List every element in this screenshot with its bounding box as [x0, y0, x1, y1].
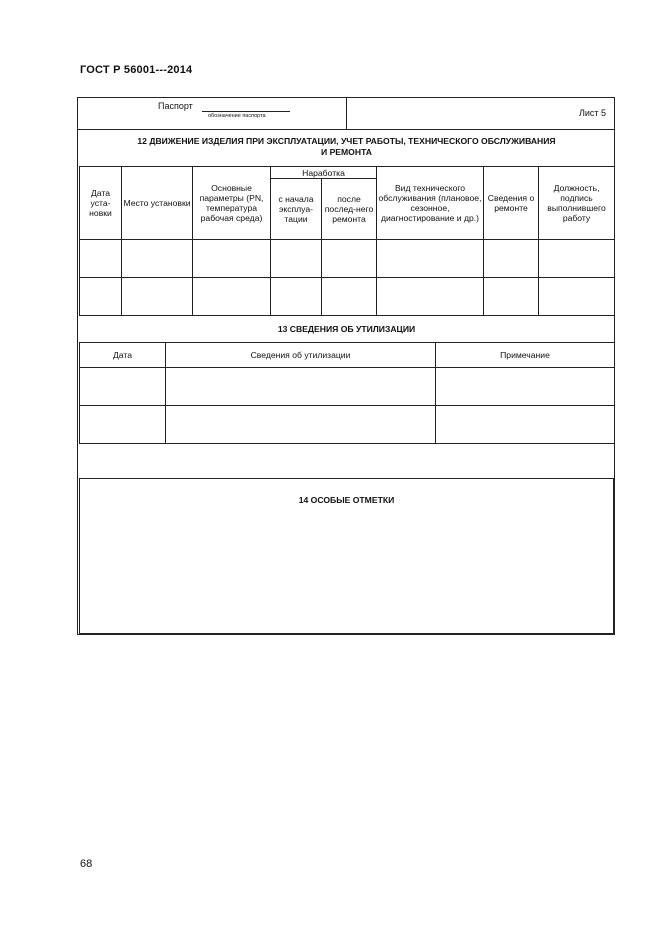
col-header-operating: Наработка — [271, 167, 377, 179]
table-row — [80, 368, 615, 406]
col-header-disposal-note: Примечание — [436, 343, 615, 368]
col-header-op-after: после послед-него ремонта — [322, 179, 377, 240]
table-row — [80, 278, 615, 316]
col-header-service: Вид технического обслуживания (плановое, сезонное, диагностирование и др.) — [377, 167, 484, 240]
section12-title-line2: И РЕМОНТА — [321, 147, 372, 157]
page-number: 68 — [80, 858, 93, 870]
col-header-disposal-info: Сведения об утилизации — [166, 343, 436, 368]
sheet-cell — [347, 98, 614, 129]
section12-title-line1: 12 ДВИЖЕНИЕ ИЗДЕЛИЯ ПРИ ЭКСПЛУАТАЦИИ, УЧЕТ РАБОТЫ, ТЕХНИЧЕСКОГО ОБСЛУЖИВАНИЯ — [137, 136, 556, 146]
col-header-date: Дата уста-новки — [80, 167, 122, 240]
col-header-params: Основные параметры (PN, температура рабочая среда) — [193, 167, 271, 240]
passport-field-line — [202, 111, 290, 112]
disposal-table — [79, 342, 615, 444]
operation-table — [79, 166, 615, 316]
passport-cell — [78, 98, 347, 129]
col-header-place: Место установки — [122, 167, 193, 240]
col-header-op-start: с начала эксплуа-тации — [271, 179, 322, 240]
col-header-position: Должность, подпись выполнившего работу — [539, 167, 615, 240]
sheet-label: Лист 5 — [578, 108, 606, 118]
passport-header — [77, 97, 615, 130]
col-header-repair: Сведения о ремонте — [484, 167, 539, 240]
standard-code: ГОСТ Р 56001---2014 — [80, 64, 193, 76]
table-row — [80, 406, 615, 444]
passport-sub-label: обозначение паспорта — [208, 113, 266, 119]
section12-title — [79, 136, 614, 158]
table-row — [80, 240, 615, 278]
col-header-disposal-date: Дата — [80, 343, 166, 368]
passport-label: Паспорт — [158, 101, 193, 111]
special-notes-box[interactable] — [79, 478, 614, 634]
section14-title: 14 ОСОБЫЕ ОТМЕТКИ — [298, 495, 395, 505]
section13-title: 13 СВЕДЕНИЯ ОБ УТИЛИЗАЦИИ — [277, 324, 416, 334]
